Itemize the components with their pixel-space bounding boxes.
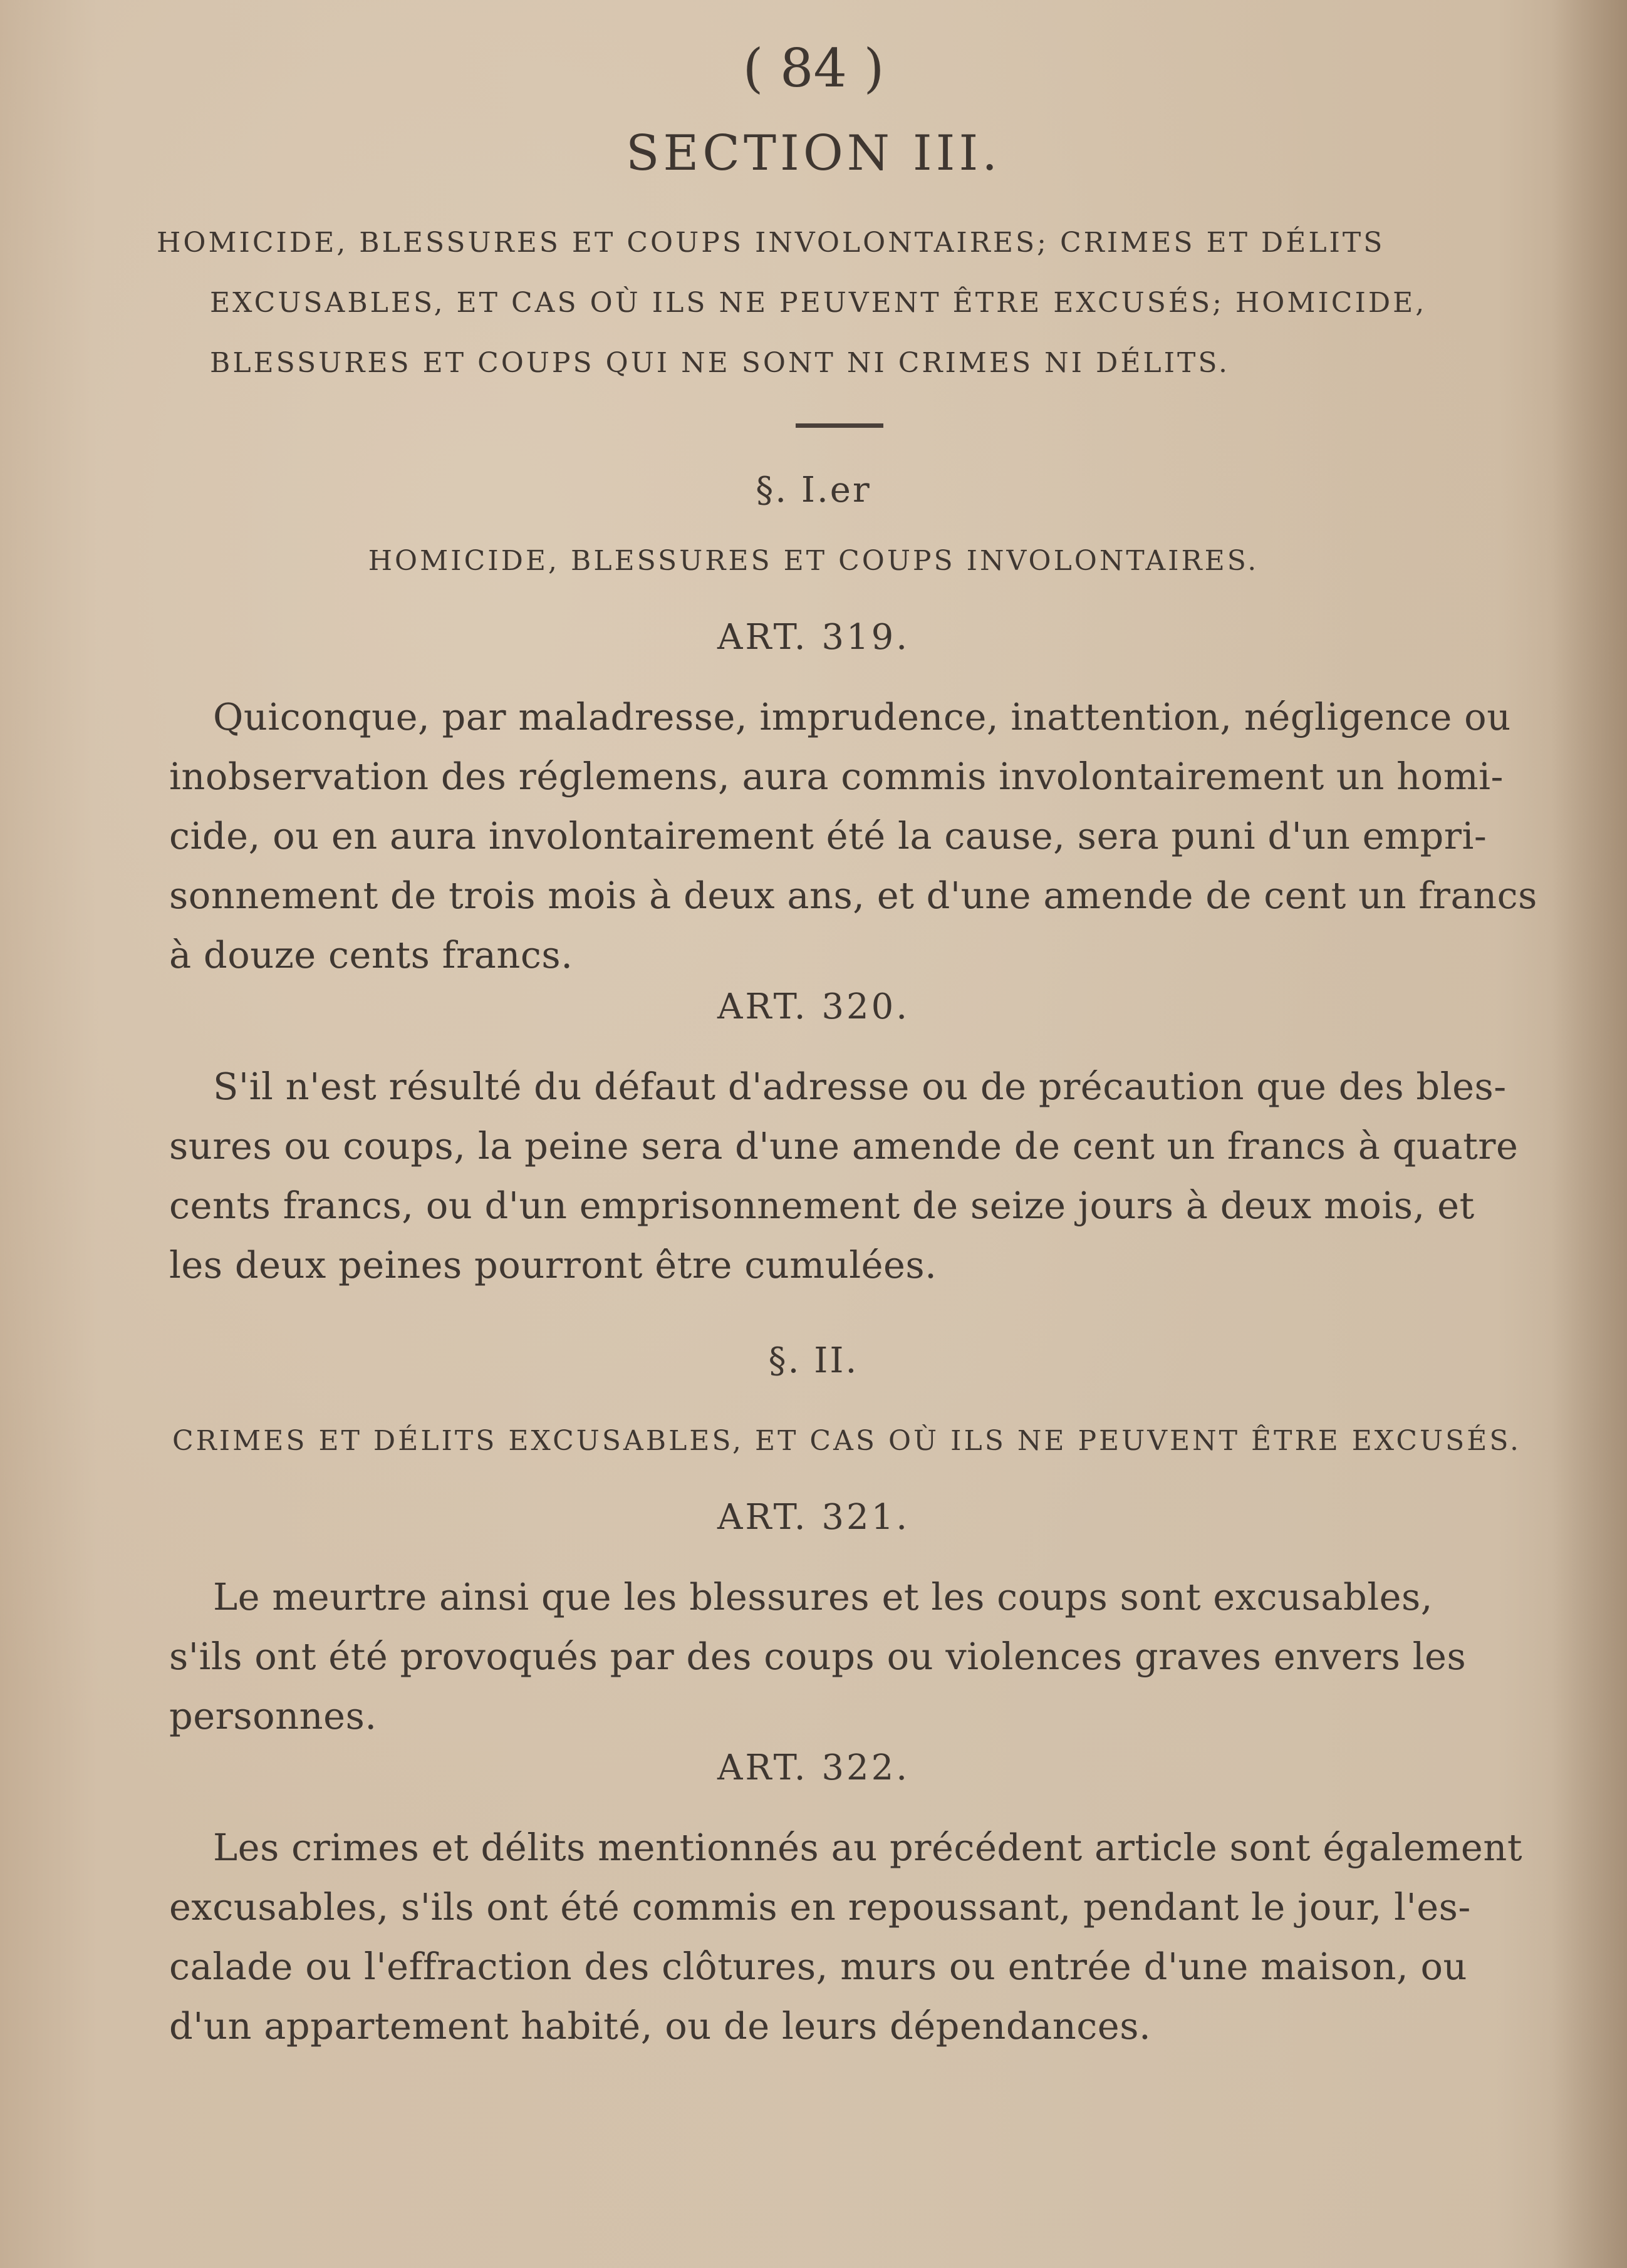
article-322-label: ART. 322. [717, 1748, 910, 1788]
subsection-1-heading: HOMICIDE, BLESSURES ET COUPS INVOLONTAIRES. [368, 545, 1259, 577]
article-321-line-2: s'ils ont été provoqués par des coups ou violences graves envers les [169, 1635, 1467, 1678]
article-320-line-1: S'il n'est résulté du défaut d'adresse ou de précaution que des bles- [213, 1065, 1507, 1108]
article-319-label: ART. 319. [717, 617, 910, 658]
section-heading-line-3: BLESSURES ET COUPS QUI NE SONT NI CRIMES NI DÉLITS. [210, 347, 1230, 379]
section-heading-line-1: HOMICIDE, BLESSURES ET COUPS INVOLONTAIRES; CRIMES ET DÉLITS [157, 227, 1385, 259]
article-319-line-1: Quiconque, par maladresse, imprudence, inattention, négligence ou [213, 695, 1511, 738]
article-322-line-1: Les crimes et délits mentionnés au précédent article sont également [213, 1826, 1523, 1869]
article-319-line-2: inobservation des réglemens, aura commis involontairement un homi- [169, 755, 1504, 798]
article-321-line-3: personnes. [169, 1694, 377, 1737]
subsection-2-mark: §. II. [768, 1340, 859, 1381]
section-divider-rule [796, 423, 883, 428]
section-title: SECTION III. [625, 125, 1002, 182]
article-320-line-3: cents francs, ou d'un emprisonnement de seize jours à deux mois, et [169, 1184, 1475, 1227]
article-321-line-1: Le meurtre ainsi que les blessures et les coups sont excusables, [213, 1575, 1433, 1618]
section-heading-line-2: EXCUSABLES, ET CAS OÙ ILS NE PEUVENT ÊTRE EXCUSÉS; HOMICIDE, [210, 287, 1427, 319]
subsection-2-heading: CRIMES ET DÉLITS EXCUSABLES, ET CAS OÙ ILS NE PEUVENT ÊTRE EXCUSÉS. [172, 1425, 1521, 1457]
article-321-label: ART. 321. [717, 1497, 910, 1538]
subsection-1-mark: §. I.er [756, 470, 871, 510]
article-319-line-5: à douze cents francs. [169, 933, 573, 976]
article-319-line-4: sonnement de trois mois à deux ans, et d'une amende de cent un francs [169, 874, 1537, 917]
article-320-line-4: les deux peines pourront être cumulées. [169, 1243, 937, 1287]
page-edge-shadow [1552, 0, 1627, 2268]
article-320-label: ART. 320. [717, 986, 910, 1027]
article-322-line-3: calade ou l'effraction des clôtures, murs ou entrée d'une maison, ou [169, 1945, 1468, 1988]
page-number: ( 84 ) [742, 38, 885, 99]
article-319-line-3: cide, ou en aura involontairement été la cause, sera puni d'un empri- [169, 814, 1487, 857]
article-322-line-2: excusables, s'ils ont été commis en repoussant, pendant le jour, l'es- [169, 1885, 1471, 1929]
article-322-line-4: d'un appartement habité, ou de leurs dépendances. [169, 2004, 1151, 2048]
article-320-line-2: sures ou coups, la peine sera d'une amende de cent un francs à quatre [169, 1124, 1519, 1168]
